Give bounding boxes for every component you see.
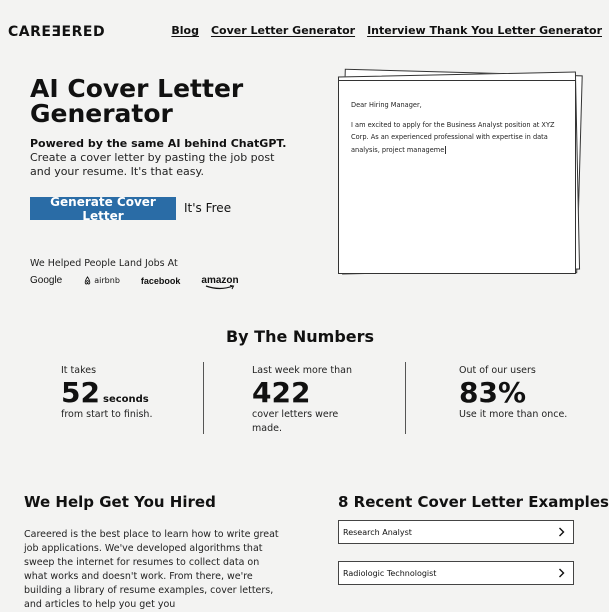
stat-divider (203, 362, 204, 434)
nav-link-cover-letter-generator[interactable]: Cover Letter Generator (210, 24, 356, 37)
stat-letters-pre: Last week more than (252, 365, 353, 376)
stat-users (459, 364, 589, 422)
stat-letters-post: cover letters were made. (252, 409, 339, 434)
stat-time-value: 52 (61, 376, 100, 409)
amazon-wordmark: amazon (201, 275, 239, 286)
letter-body-text: I am excited to apply for the Business Analyst position at XYZ Corp. As an experienced professional with expertise in data analysis, project manageme (351, 120, 555, 154)
typing-cursor (445, 146, 446, 154)
free-label: It's Free (184, 201, 232, 215)
stat-users-post: Use it more than once. (459, 409, 568, 420)
stat-time-pre: It takes (61, 365, 97, 376)
nav-link-thank-you-letter-generator[interactable]: Interview Thank You Letter Generator (367, 24, 602, 37)
letter-body (351, 119, 563, 157)
careered-logo[interactable] (8, 24, 105, 40)
logo-flipped-letter: E (51, 24, 62, 40)
recent-examples-title: 8 Recent Cover Letter Examples (338, 493, 609, 511)
top-nav (171, 24, 602, 37)
amazon-logo (201, 275, 238, 286)
stat-letters (252, 364, 372, 436)
stat-time-post: from start to finish. (61, 409, 153, 420)
logo-end: ERED (61, 24, 106, 40)
hero-description-rest: Create a cover letter by pasting the job post and your resume. It's that easy. (30, 151, 275, 178)
google-logo: Google (30, 275, 63, 286)
logo-start: CARE (8, 24, 52, 40)
example-item-research-analyst[interactable] (338, 520, 574, 544)
help-title: We Help Get You Hired (24, 493, 216, 511)
amazon-smile-icon (205, 285, 235, 290)
brand-logos (30, 275, 239, 286)
facebook-logo: facebook (140, 275, 181, 286)
airbnb-logo (83, 276, 120, 285)
airbnb-icon (83, 276, 92, 285)
example-item-label: Radiologic Technologist (343, 568, 437, 578)
numbers-title: By The Numbers (225, 327, 375, 346)
cover-letter-preview (338, 80, 576, 274)
chevron-right-icon (558, 568, 565, 578)
stat-divider (405, 362, 406, 434)
help-body: Careered is the best place to learn how to write great job applications. We've developed algorithms that sweep the internet for resumes to collect data on what works and doesn't work. From there, we're building a library of resume examples, cover letters, and articles to help you get you (24, 529, 279, 610)
example-item-radiologic-technologist[interactable] (338, 561, 574, 585)
hero-description-bold: Powered by the same AI behind ChatGPT. (30, 137, 287, 150)
stat-users-value: 83% (459, 376, 527, 409)
letter-greeting: Dear Hiring Manager, (351, 101, 422, 109)
helped-label: We Helped People Land Jobs At (30, 258, 178, 269)
generate-cover-letter-button[interactable]: Generate Cover Letter (30, 197, 176, 220)
stat-users-pre: Out of our users (459, 365, 536, 376)
chevron-right-icon (558, 527, 565, 537)
airbnb-wordmark: airbnb (94, 276, 120, 285)
stat-letters-value: 422 (252, 376, 311, 409)
hero-title: AI Cover Letter Generator (30, 74, 244, 128)
nav-link-blog[interactable]: Blog (171, 24, 199, 37)
example-item-label: Research Analyst (343, 527, 412, 537)
hero-description (30, 137, 290, 179)
stat-time (61, 364, 191, 422)
stat-time-unit: seconds (103, 394, 149, 405)
